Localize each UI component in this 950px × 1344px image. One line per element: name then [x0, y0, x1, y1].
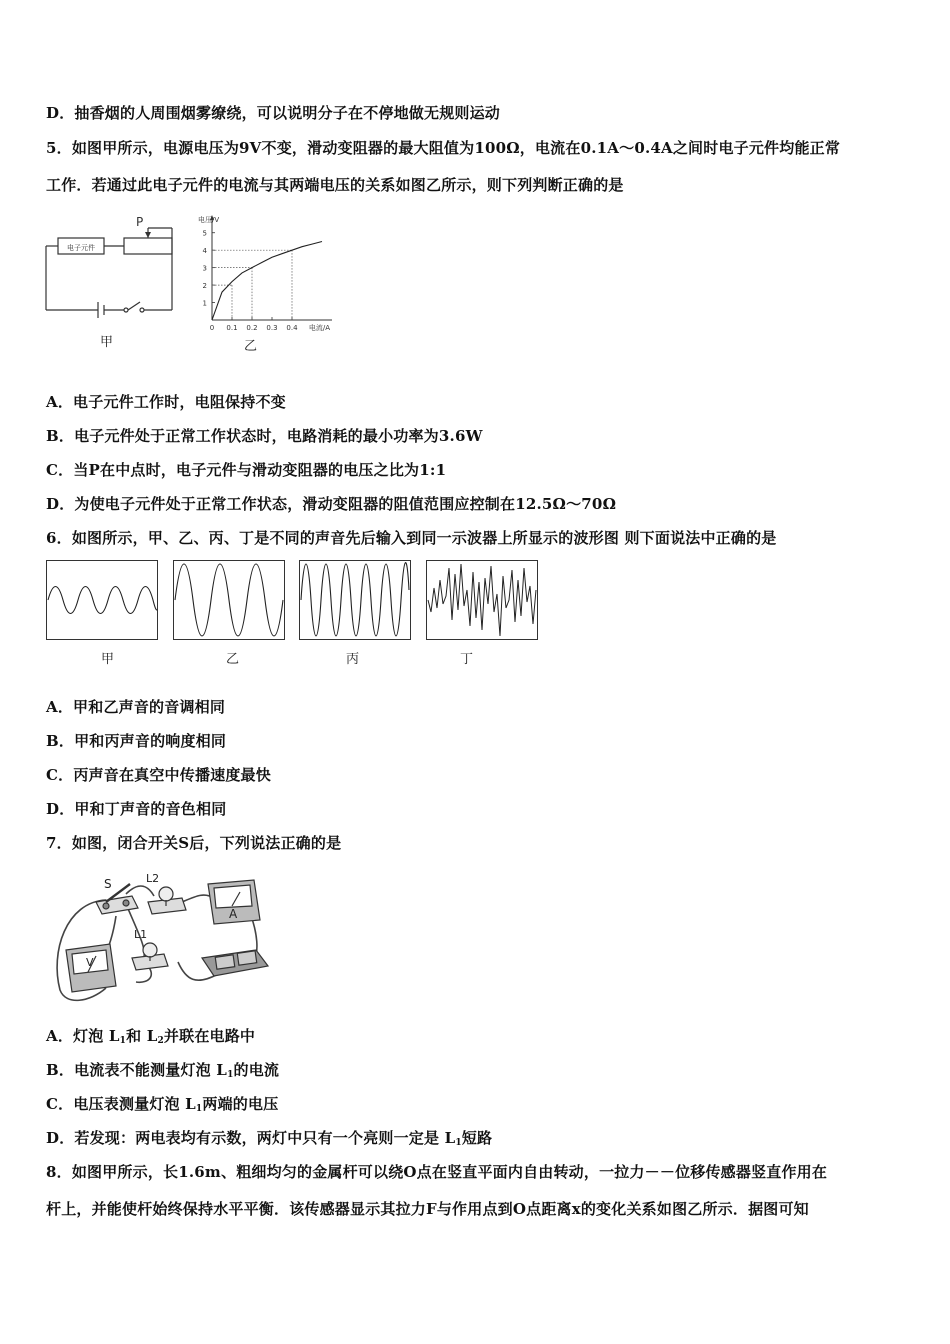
lamp-l1 — [132, 943, 168, 970]
lamp-l2 — [148, 887, 186, 914]
x-tick-label: 0.4 — [286, 324, 298, 332]
x-tick-label: 0.2 — [246, 324, 258, 332]
q7-stem: 7．如图，闭合开关S后，下列说法正确的是 — [46, 834, 342, 852]
q5-option-a: A．电子元件工作时，电阻保持不变 — [46, 393, 286, 411]
q7-ammeter-label: A — [229, 907, 238, 921]
q6-caption-yi: 乙 — [226, 652, 240, 667]
x-tick-label: 0 — [209, 324, 215, 332]
q6-option-a: A．甲和乙声音的音调相同 — [46, 698, 226, 716]
q6-stem: 6．如图所示，甲、乙、丙、丁是不同的声音先后输入到同一示波器上所显示的波形图 则下面说法中正确的是 — [46, 529, 777, 547]
y-axis-label: 电压/V — [198, 216, 220, 224]
q8-stem-line1: 8．如图甲所示，长1.6m、粗细均匀的金属杆可以绕O点在竖直平面内自由转动，一拉力－－位移传感器竖直作用在 — [46, 1163, 828, 1181]
q6-option-c: C．丙声音在真空中传播速度最快 — [46, 766, 271, 784]
y-tick-label: 1 — [202, 299, 207, 308]
q5-stem-line2: 工作．若通过此电子元件的电流与其两端电压的关系如图乙所示，则下列判断正确的是 — [46, 176, 624, 194]
q6-caption-bing: 丙 — [346, 652, 360, 667]
q4-option-d: D．抽香烟的人周围烟雾缭绕，可以说明分子在不停地做无规则运动 — [46, 104, 501, 122]
q5-fig-right-caption: 乙 — [244, 339, 258, 354]
y-tick-label: 2 — [202, 282, 207, 291]
q7-physical-circuit — [46, 862, 276, 1010]
q5-option-d: D．为使电子元件处于正常工作状态，滑动变阻器的阻值范围应控制在12.5Ω～70Ω — [46, 495, 617, 513]
q5-uv-chart — [190, 212, 340, 332]
q7-option-d: D．若发现：两电表均有示数，两灯中只有一个亮则一定是 $L_1$短路 — [46, 1129, 493, 1148]
q7-option-b: B．电流表不能测量灯泡 $L_1$的电流 — [46, 1061, 280, 1080]
q5-slider-label: P — [136, 215, 144, 229]
q7-lamp2-label: L2 — [146, 872, 160, 885]
y-tick-label: 5 — [202, 229, 207, 238]
series-line — [212, 242, 322, 321]
q6-option-b: B．甲和丙声音的响度相同 — [46, 732, 227, 750]
q6-wave-yi — [173, 560, 285, 640]
q8-stem-line2: 杆上，并能使杆始终保持水平平衡．该传感器显示其拉力F与作用点到O点距离x的变化关系如图乙所示．据图可知 — [46, 1200, 809, 1218]
q5-option-b: B．电子元件处于正常工作状态时，电路消耗的最小功率为3.6W — [46, 427, 483, 445]
q7-lamp1-label: L1 — [134, 928, 148, 941]
q7-switch-label: S — [104, 877, 112, 891]
y-tick-label: 4 — [202, 247, 207, 256]
q6-option-d: D．甲和丁声音的音色相同 — [46, 800, 227, 818]
q6-caption-jia: 甲 — [101, 652, 115, 667]
q6-wave-bing — [299, 560, 411, 640]
x-tick-label: 0.1 — [226, 324, 238, 332]
battery-pack — [202, 950, 268, 976]
q6-caption-ding: 丁 — [460, 652, 474, 667]
x-tick-label: 0.3 — [266, 324, 278, 332]
y-tick-label: 3 — [202, 264, 207, 273]
q5-component-label: 电子元件 — [67, 244, 95, 252]
q5-fig-left-caption: 甲 — [100, 335, 114, 350]
q5-stem-line1: 5．如图甲所示，电源电压为9V不变，滑动变阻器的最大阻值为100Ω，电流在0.1A～0.4A之间时电子元件均能正常 — [46, 139, 841, 157]
q5-circuit-figure — [40, 210, 180, 350]
q7-option-c: C．电压表测量灯泡 $L_1$两端的电压 — [46, 1095, 279, 1114]
q6-wave-ding — [426, 560, 538, 640]
q7-option-a: A．灯泡 $L_1$和 $L_2$并联在电路中 — [46, 1027, 256, 1046]
x-axis-label: 电流/A — [308, 324, 330, 332]
q6-wave-jia — [46, 560, 158, 640]
q7-voltmeter-label: V — [86, 956, 94, 969]
q5-option-c: C．当P在中点时，电子元件与滑动变阻器的电压之比为1:1 — [46, 461, 447, 479]
